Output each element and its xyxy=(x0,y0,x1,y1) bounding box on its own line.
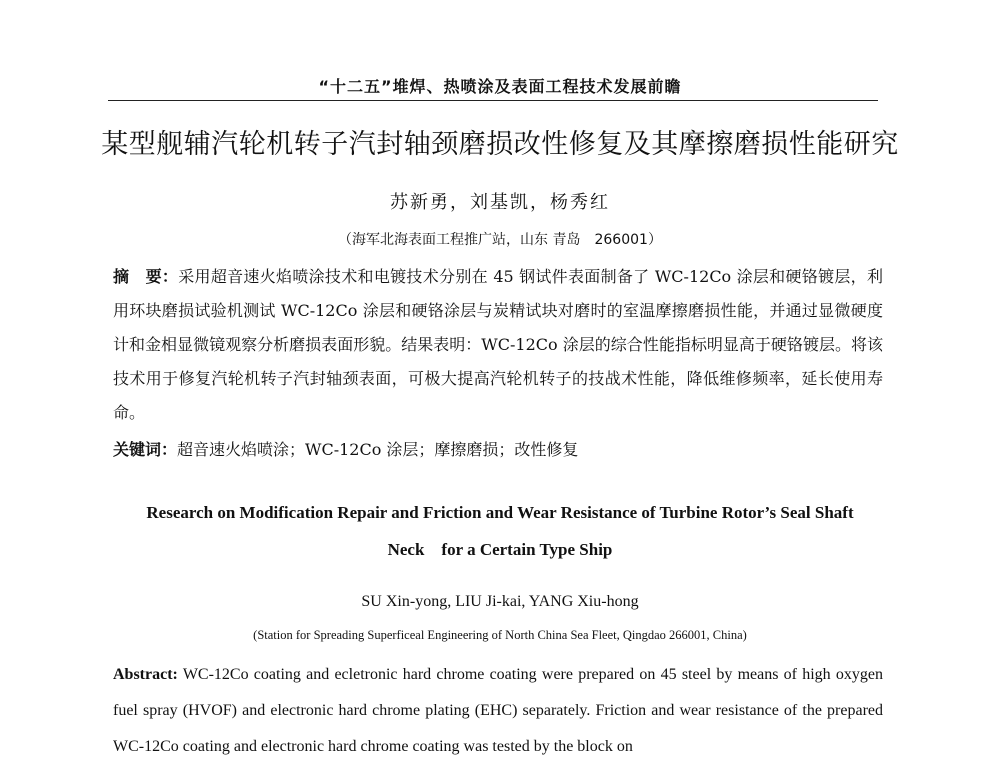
chinese-authors: 苏新勇，刘基凯，杨秀红 xyxy=(390,192,610,213)
chinese-abstract xyxy=(113,260,883,430)
chinese-keywords-text: 超音速火焰喷涂；WC-12Co 涂层；摩擦磨损；改性修复 xyxy=(177,440,579,459)
chinese-keywords xyxy=(113,433,883,467)
chinese-abstract-text: 采用超音速火焰喷涂技术和电镀技术分别在 45 钢试件表面制备了 WC-12Co 涂层和硬铬镀层，利用环块磨损试验机测试 WC-12Co 涂层和硬铬涂层与炭精试块对磨时的室温摩擦磨损性能，并通过显微硬度计和金相显微镜观察分析磨损表面形貌。结果表明：WC-12Co 涂层的综合性能指标明显高于硬铬镀层。将该技术用于修复汽轮机转子汽封轴颈表面，可极大提高汽轮机转子的技战术性能，降低维修频率，延长使用寿命。 xyxy=(113,267,883,422)
running-header: “十二五”堆焊、热喷涂及表面工程技术发展前瞻 xyxy=(318,77,682,96)
english-abstract xyxy=(113,657,883,765)
header-divider xyxy=(108,100,878,101)
chinese-affiliation: （海军北海表面工程推广站，山东 青岛 266001） xyxy=(338,232,662,248)
english-abstract-label: Abstract: xyxy=(113,666,178,683)
english-title-line-2: Neck for a Certain Type Ship xyxy=(387,540,613,559)
english-abstract-text: WC-12Co coating and ecletronic hard chrome coating were prepared on 45 steel by means of high oxygen fuel spray (HVOF) and electronic hard chrome plating (EHC) separately. Friction and wear resistance of the prepared WC-12Co coating and electronic hard chrome coating was tested by the block on xyxy=(113,666,883,755)
chinese-title: 某型舰辅汽轮机转子汽封轴颈磨损改性修复及其摩擦磨损性能研究 xyxy=(101,129,899,160)
chinese-abstract-label: 摘 要： xyxy=(113,267,179,286)
english-title-line-1: Research on Modification Repair and Friction and Wear Resistance of Turbine Rotor’s Seal Shaft xyxy=(146,503,854,522)
chinese-keywords-label: 关键词： xyxy=(113,440,178,459)
english-authors: SU Xin-yong, LIU Ji-kai, YANG Xiu-hong xyxy=(361,593,639,610)
english-title xyxy=(110,494,890,568)
english-affiliation: (Station for Spreading Superficeal Engineering of North China Sea Fleet, Qingdao 266001, China) xyxy=(253,628,747,642)
